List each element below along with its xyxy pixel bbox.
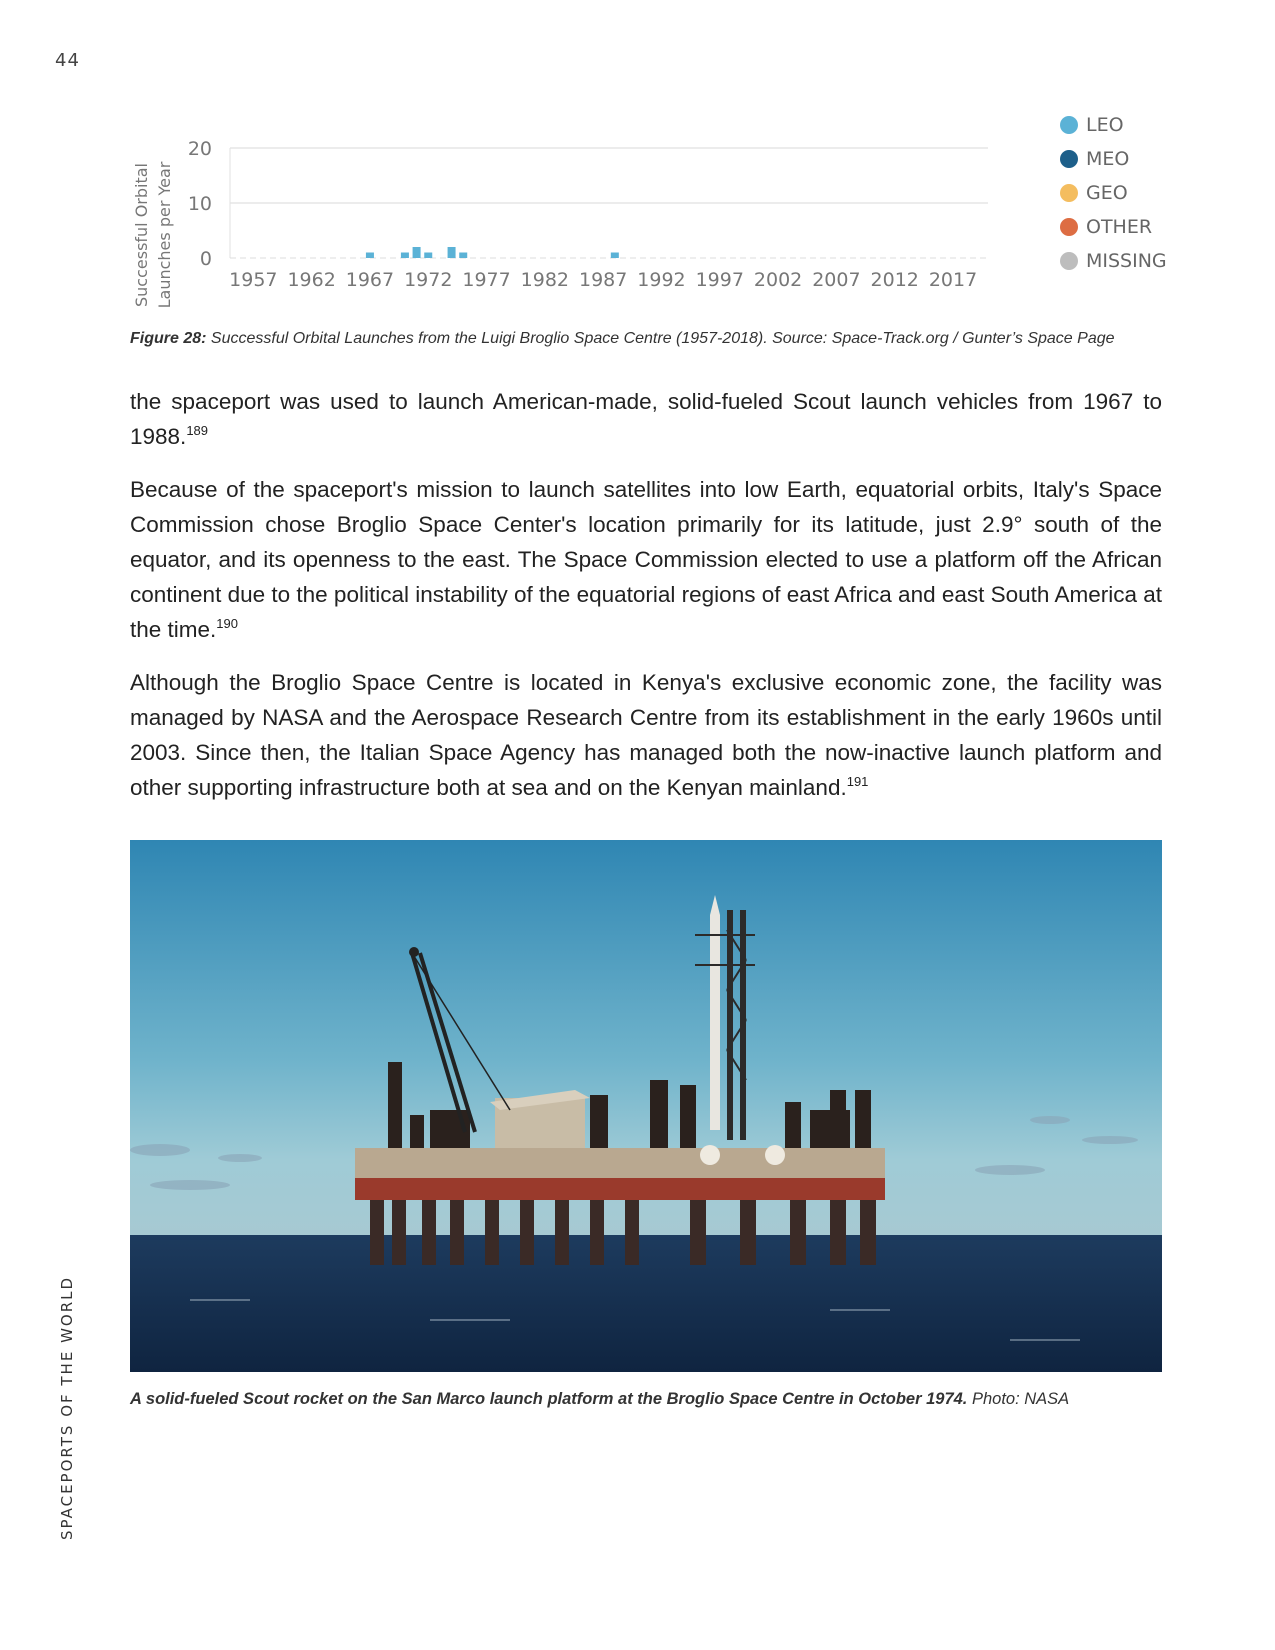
legend-swatch-other (1060, 218, 1078, 236)
photo-caption (130, 1390, 1069, 1409)
figure-caption (130, 330, 1115, 348)
legend-swatch-leo (1060, 116, 1078, 134)
bar-leo-1975 (459, 253, 467, 259)
y-tick-label-20: 20 (187, 138, 212, 160)
bar-leo-1970 (401, 253, 409, 259)
x-tick-label-1957: 1957 (229, 269, 278, 291)
legend-label-geo: GEO (1086, 182, 1128, 204)
legend-label-meo: MEO (1086, 148, 1130, 170)
legend-swatch-missing (1060, 252, 1078, 270)
footnote-ref-189: 189 (186, 423, 209, 438)
legend-item-geo (1060, 176, 1167, 210)
figure-caption-text: Successful Orbital Launches from the Luigi Broglio Space Centre (1957-2018). Source: Space-Track.org / Gunter’s Space Page (206, 330, 1115, 347)
y-axis-label-line2: Launches per Year (155, 161, 174, 309)
chart-svg (120, 100, 1180, 310)
legend-swatch-geo (1060, 184, 1078, 202)
bar-leo-1967 (366, 253, 374, 259)
chart-legend (1060, 108, 1167, 278)
photo-credit: Photo: NASA (967, 1390, 1070, 1408)
bar-leo-1974 (448, 247, 456, 258)
x-tick-label-1982: 1982 (520, 269, 570, 291)
x-tick-label-1997: 1997 (695, 269, 744, 291)
platform-deck (355, 1148, 885, 1178)
page-number: 44 (55, 50, 80, 71)
paragraph-1 (130, 384, 1162, 454)
bar-leo-1971 (413, 247, 421, 258)
body-text (130, 384, 1162, 823)
legend-label-other: OTHER (1086, 216, 1153, 238)
x-tick-label-1992: 1992 (637, 269, 686, 291)
bar-leo-1988 (611, 253, 619, 259)
paragraph-2 (130, 472, 1162, 647)
legend-item-missing (1060, 244, 1167, 278)
y-tick-label-10: 10 (187, 193, 212, 215)
x-tick-label-2017: 2017 (928, 269, 978, 291)
x-tick-label-2002: 2002 (753, 269, 803, 291)
platform-hull-stripe (355, 1178, 885, 1200)
paragraph-3-text: Although the Broglio Space Centre is located in Kenya's exclusive economic zone, the facility was managed by NASA and the Aerospace Research Centre from its establishment in the early 1960s until 2003. Since then, the Italian Space Agency has managed both the now-inactive launch platform and other supporting infrastructure both at sea and on the Kenyan mainland. (130, 670, 1162, 800)
legend-item-leo (1060, 108, 1167, 142)
y-tick-label-0: 0 (199, 248, 212, 270)
legend-label-missing: MISSING (1086, 250, 1167, 272)
x-tick-label-1972: 1972 (404, 269, 453, 291)
sea (130, 1235, 1162, 1372)
x-tick-label-1967: 1967 (345, 269, 395, 291)
footnote-ref-191: 191 (846, 774, 869, 789)
x-tick-label-1962: 1962 (287, 269, 336, 291)
y-axis-label-line1: Successful Orbital (132, 162, 151, 308)
x-tick-label-2012: 2012 (870, 269, 919, 291)
legend-label-leo: LEO (1086, 114, 1124, 136)
legend-item-meo (1060, 142, 1167, 176)
x-tick-label-1977: 1977 (462, 269, 511, 291)
bar-leo-1972 (424, 253, 432, 259)
photo-illustration (130, 840, 1162, 1372)
paragraph-2-text: Because of the spaceport's mission to launch satellites into low Earth, equatorial orbits, Italy's Space Commission chose Broglio Space Center's location primarily for its latitude, just 2.9° south of the equator, and its openness to the east. The Space Commission elected to use a platform off the African continent due to the political instability of the equatorial regions of east Africa and east South America at the time. (130, 477, 1162, 642)
paragraph-1-text: the spaceport was used to launch American-made, solid-fueled Scout launch vehicles from 1967 to 1988. (130, 389, 1162, 449)
photo-caption-text: A solid-fueled Scout rocket on the San Marco launch platform at the Broglio Space Centre in October 1974. (130, 1390, 968, 1408)
launch-platform-photo (130, 840, 1162, 1372)
launch-chart (120, 100, 1180, 310)
legend-item-other (1060, 210, 1167, 244)
paragraph-3 (130, 665, 1162, 805)
side-running-title: SPACEPORTS OF THE WORLD (58, 1275, 76, 1540)
footnote-ref-190: 190 (216, 616, 238, 631)
legend-swatch-meo (1060, 150, 1078, 168)
x-tick-label-1987: 1987 (578, 269, 628, 291)
figure-label: Figure 28: (130, 330, 207, 347)
x-tick-label-2007: 2007 (812, 269, 861, 291)
